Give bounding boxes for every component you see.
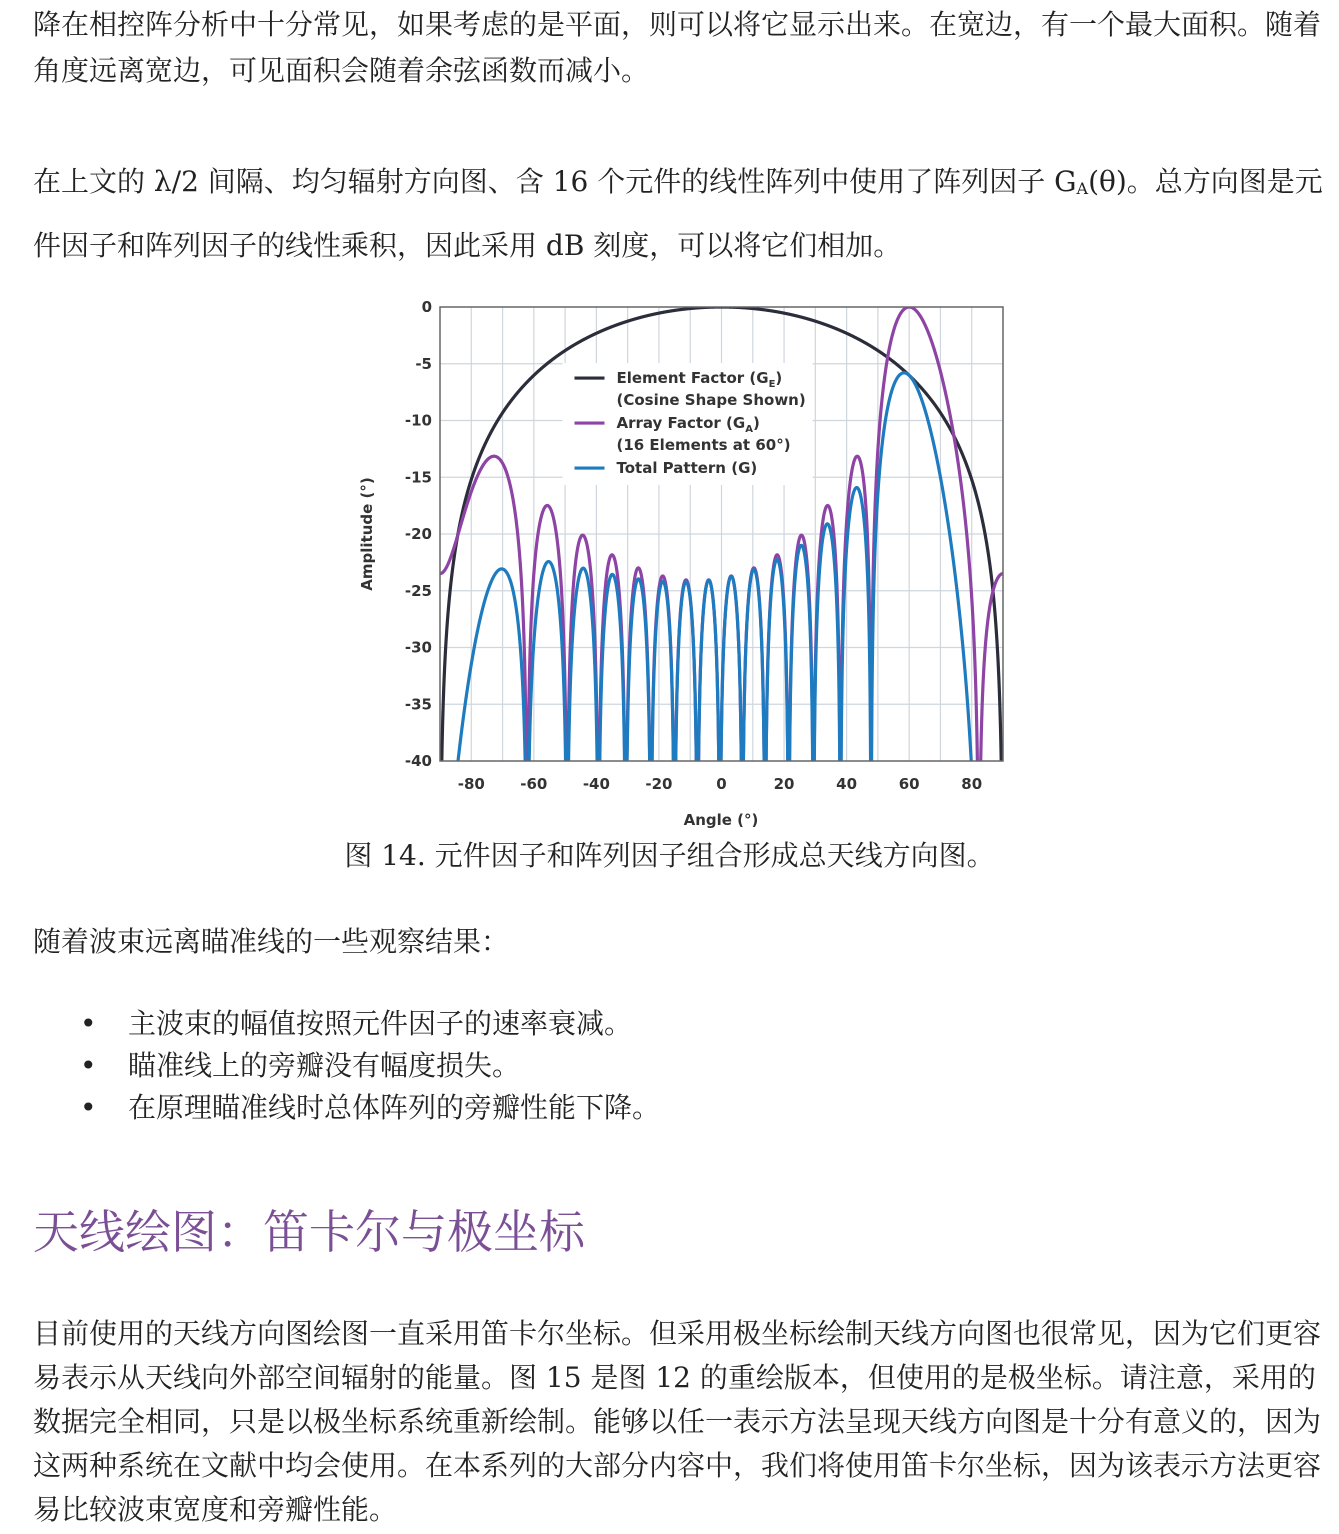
x-tick-label: 20: [773, 775, 795, 793]
y-tick-label: -15: [404, 468, 432, 487]
paragraph-4: 目前使用的天线方向图绘图一直采用笛卡尔坐标。但采用极坐标绘制天线方向图也很常见，因为它们更容易表示从天线向外部空间辐射的能量。图 15 是图 12 的重绘版本，但使用的是极坐标。请注意，采用的数据完全相同，只是以极坐标系统重新绘制。能够以任一表示方法呈现天线方向图是十分有意义的，因为这两种系统在文献中均会使用。在本系列的大部分内容中，我们将使用笛卡尔坐标，因为该表示方法更容易比较波束宽度和旁瓣性能。: [33, 1317, 1322, 1526]
y-tick-label: -20: [404, 525, 432, 543]
bullet-marker: •: [80, 1007, 97, 1040]
y-tick-label: -40: [404, 752, 432, 770]
paragraph-2-text: 在上文的 λ/2 间隔、均匀辐射方向图、含 16 个元件的线性阵列中使用了阵列因子 G: [33, 165, 1077, 198]
y-axis-label: Amplitude (°): [358, 477, 376, 591]
x-tick-label: 60: [898, 775, 920, 793]
observation-list: [80, 1003, 660, 1129]
paragraph-2-text-end: (θ)。总方向图是元件因子和阵列因子的线性乘积，因此采用 dB 刻度，可以将它们相加。: [33, 165, 1323, 262]
paragraph-1: 降在相控阵分析中十分常见，如果考虑的是平面，则可以将它显示出来。在宽边，有一个最大面积。随着角度远离宽边，可见面积会随着余弦函数而减小。: [33, 8, 1322, 87]
y-tick-label: -30: [404, 638, 432, 657]
legend-label: Array Factor $(G_A)$: [616, 414, 760, 436]
legend-label-line2: (16 Elements at 60°): [616, 436, 791, 455]
x-tick-label: 40: [836, 775, 858, 793]
x-tick-label: 0: [716, 775, 727, 793]
x-axis-label: Angle (°): [683, 811, 759, 829]
paragraph-3: 随着波束远离瞄准线的一些观察结果：: [33, 925, 510, 958]
x-tick-label: 80: [961, 775, 983, 793]
figure-14: [350, 290, 1020, 838]
legend-label: Total Pattern (G): [616, 459, 758, 478]
list-item-text: 在原理瞄准线时总体阵列的旁瓣性能下降。: [128, 1091, 661, 1124]
list-item-text: 主波束的幅值按照元件因子的速率衰减。: [128, 1007, 633, 1040]
x-tick-label: -60: [520, 775, 548, 793]
legend-label-line2: (Cosine Shape Shown): [616, 391, 806, 410]
x-tick-label: -80: [457, 775, 485, 793]
bullet-marker: •: [80, 1049, 97, 1082]
list-item-text: 瞄准线上的旁瓣没有幅度损失。: [128, 1049, 521, 1082]
antenna-pattern-chart: [350, 290, 1020, 838]
y-tick-label: -10: [404, 411, 432, 430]
paragraph-2-subscript: A: [1076, 179, 1089, 198]
bullet-marker: •: [80, 1091, 97, 1124]
legend-label: Element Factor $(G_E)$: [616, 369, 783, 391]
y-tick-label: -5: [415, 354, 432, 373]
list-item: [80, 1045, 660, 1087]
y-tick-label: 0: [421, 298, 432, 316]
x-tick-label: -40: [582, 775, 610, 793]
x-tick-label: -20: [645, 775, 673, 793]
section-heading: 天线绘图：笛卡尔与极坐标: [33, 1205, 585, 1259]
list-item: [80, 1003, 660, 1045]
y-tick-label: -25: [404, 581, 432, 600]
y-tick-label: -35: [404, 695, 432, 714]
paragraph-2: [33, 150, 1333, 278]
legend: [562, 363, 812, 485]
list-item: [80, 1087, 660, 1129]
figure-caption: 图 14. 元件因子和阵列因子组合形成总天线方向图。: [344, 839, 995, 872]
